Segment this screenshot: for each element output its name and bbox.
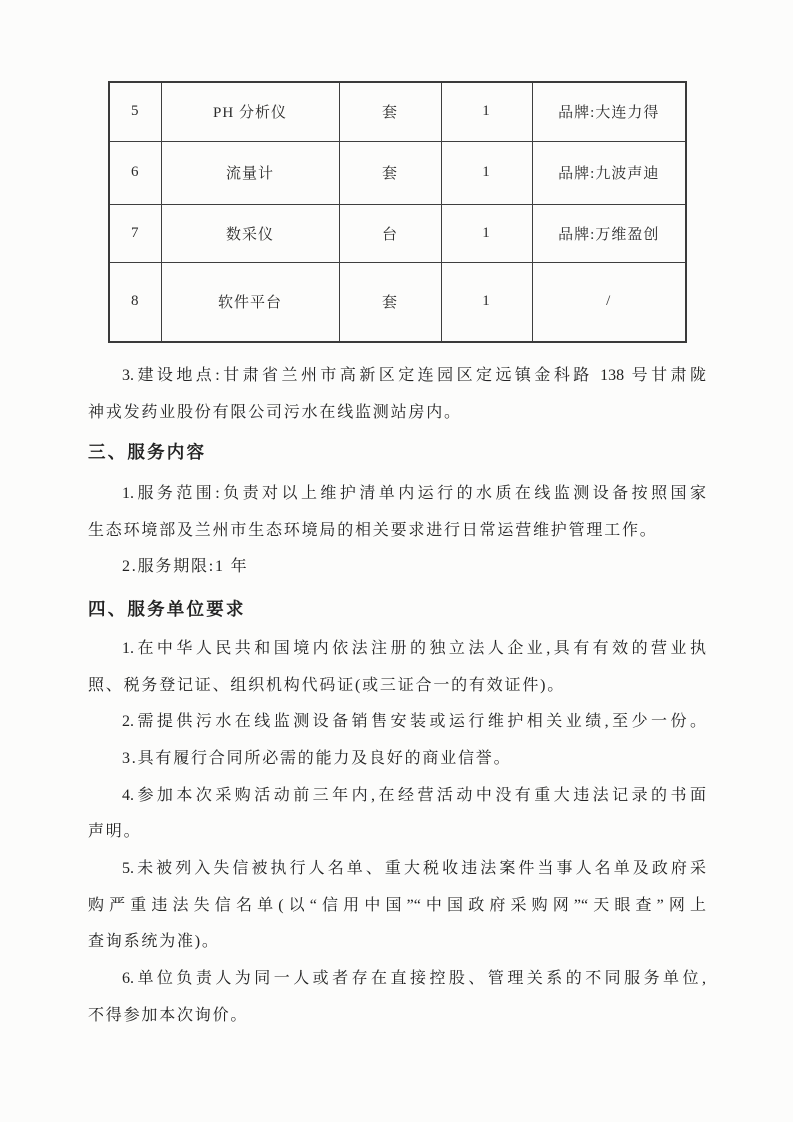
cell-item-name: 软件平台 [161, 262, 339, 342]
paragraph-line: 生态环境部及兰州市生态环境局的相关要求进行日常运营维护管理工作。 [88, 521, 658, 539]
table-row [109, 262, 686, 342]
cell-unit: 台 [339, 204, 441, 262]
paragraph-line-requirement-1: 1.在中华人民共和国境内依法注册的独立法人企业,具有有效的营业执 [122, 639, 706, 657]
cell-row-number: 6 [109, 141, 161, 204]
paragraph-line-requirement-6: 6.单位负责人为同一人或者存在直接控股、管理关系的不同服务单位, [122, 970, 706, 987]
paragraph-line: 查询系统为准)。 [88, 933, 220, 951]
equipment-table [108, 81, 687, 343]
document-body [88, 358, 706, 1034]
cell-unit: 套 [339, 262, 441, 342]
section-heading-service-content: 三、服务内容 [88, 442, 207, 463]
paragraph-line-service-term: 2.服务期限:1 年 [122, 558, 249, 576]
cell-row-number: 7 [109, 204, 161, 262]
cell-row-number: 5 [109, 82, 161, 141]
paragraph-line-service-scope: 1.服务范围:负责对以上维护清单内运行的水质在线监测设备按照国家 [122, 485, 706, 503]
paragraph-line-requirement-5: 5.未被列入失信被执行人名单、重大税收违法案件当事人名单及政府采 [122, 859, 706, 877]
paragraph-line: 不得参加本次询价。 [88, 1006, 249, 1024]
paragraph-line-construction-site: 3.建设地点:甘肃省兰州市高新区定连园区定远镇金科路 138 号甘肃陇 [122, 367, 706, 384]
cell-brand: 品牌:九波声迪 [532, 141, 686, 204]
cell-quantity: 1 [441, 204, 532, 262]
cell-unit: 套 [339, 141, 441, 204]
table-row [109, 141, 686, 204]
section-heading-vendor-requirements: 四、服务单位要求 [88, 598, 246, 619]
table-row [109, 82, 686, 141]
table-row [109, 204, 686, 262]
cell-item-name: 数采仪 [161, 204, 339, 262]
cell-quantity: 1 [441, 141, 532, 204]
paragraph-line: 购严重违法失信名单(以“信用中国”“中国政府采购网”“天眼查”网上 [88, 896, 706, 914]
paragraph-line-requirement-3: 3.具有履行合同所必需的能力及良好的商业信誉。 [122, 749, 512, 767]
paragraph-line: 神戎发药业股份有限公司污水在线监测站房内。 [88, 403, 462, 421]
paragraph-line: 声明。 [88, 823, 142, 841]
cell-quantity: 1 [441, 262, 532, 342]
paragraph-line-requirement-4: 4.参加本次采购活动前三年内,在经营活动中没有重大违法记录的书面 [122, 786, 706, 804]
cell-brand: 品牌:万维盈创 [532, 204, 686, 262]
document-content [88, 81, 706, 1034]
cell-unit: 套 [339, 82, 441, 141]
cell-row-number: 8 [109, 262, 161, 342]
cell-brand: / [532, 262, 686, 342]
cell-item-name: 流量计 [161, 141, 339, 204]
paragraph-line: 照、税务登记证、组织机构代码证(或三证合一的有效证件)。 [88, 676, 566, 694]
cell-brand: 品牌:大连力得 [532, 82, 686, 141]
cell-item-name: PH 分析仪 [161, 82, 339, 141]
paragraph-line-requirement-2: 2.需提供污水在线监测设备销售安装或运行维护相关业绩,至少一份。 [122, 713, 706, 731]
cell-quantity: 1 [441, 82, 532, 141]
